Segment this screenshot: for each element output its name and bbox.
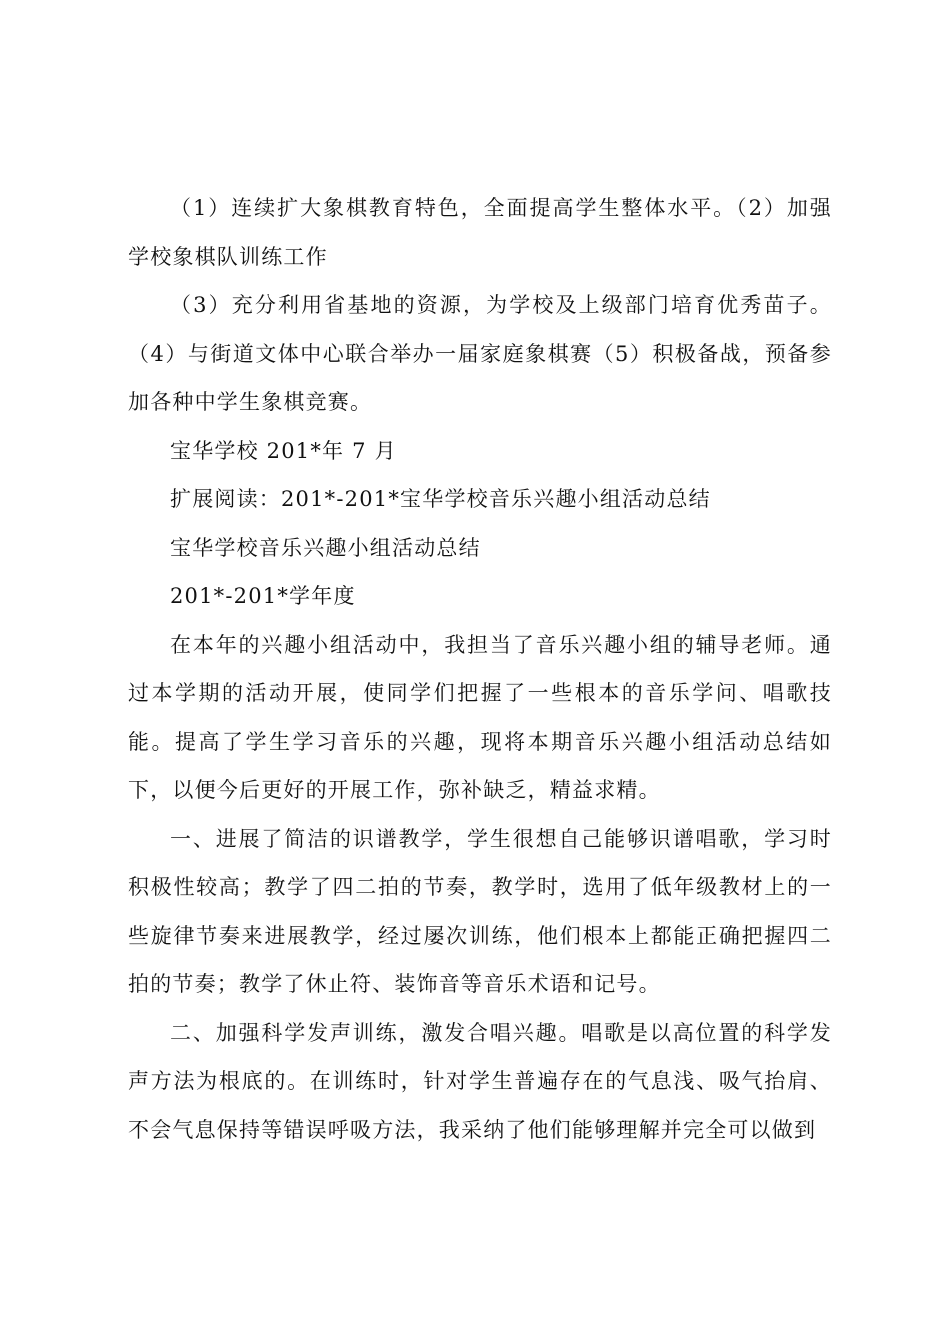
- document-body: [128, 184, 832, 1154]
- section-title: 宝华学校音乐兴趣小组活动总结: [170, 535, 481, 560]
- paragraph-chess-goals-2: （3）充分利用省基地的资源，为学校及上级部门培育优秀苗子。（4）与街道文体中心联合举办一届家庭象棋赛（5）积极备战，预备参加各种中学生象棋竞赛。: [128, 293, 832, 414]
- signature-line: 宝华学校 201*年 7 月: [170, 438, 397, 463]
- school-year: 201*-201*学年度: [170, 584, 356, 608]
- paragraph-item-one: 一、进展了简洁的识谱教学，学生很想自己能够识谱唱歌，学习时积极性较高；教学了四二拍的节奏，教学时，选用了低年级教材上的一些旋律节奏来进展教学，经过屡次训练，他们根本上都能正确把握四二拍的节奏；教学了休止符、装饰音等音乐术语和记号。: [128, 826, 832, 996]
- extended-reading-title: 扩展阅读：201*-201*宝华学校音乐兴趣小组活动总结: [170, 487, 711, 511]
- paragraph-intro: 在本年的兴趣小组活动中，我担当了音乐兴趣小组的辅导老师。通过本学期的活动开展，使同学们把握了一些根本的音乐学问、唱歌技能。提高了学生学习音乐的兴趣，现将本期音乐兴趣小组活动总结如下，以便今后更好的开展工作，弥补缺乏，精益求精。: [128, 632, 832, 802]
- paragraph-item-two: 二、加强科学发声训练，激发合唱兴趣。唱歌是以高位置的科学发声方法为根底的。在训练时，针对学生普遍存在的气息浅、吸气抬肩、不会气息保持等错误呼吸方法，我采纳了他们能够理解并完全可以做到: [128, 1020, 832, 1142]
- paragraph-chess-goals-1: （1）连续扩大象棋教育特色，全面提高学生整体水平。（2）加强学校象棋队训练工作: [128, 196, 832, 269]
